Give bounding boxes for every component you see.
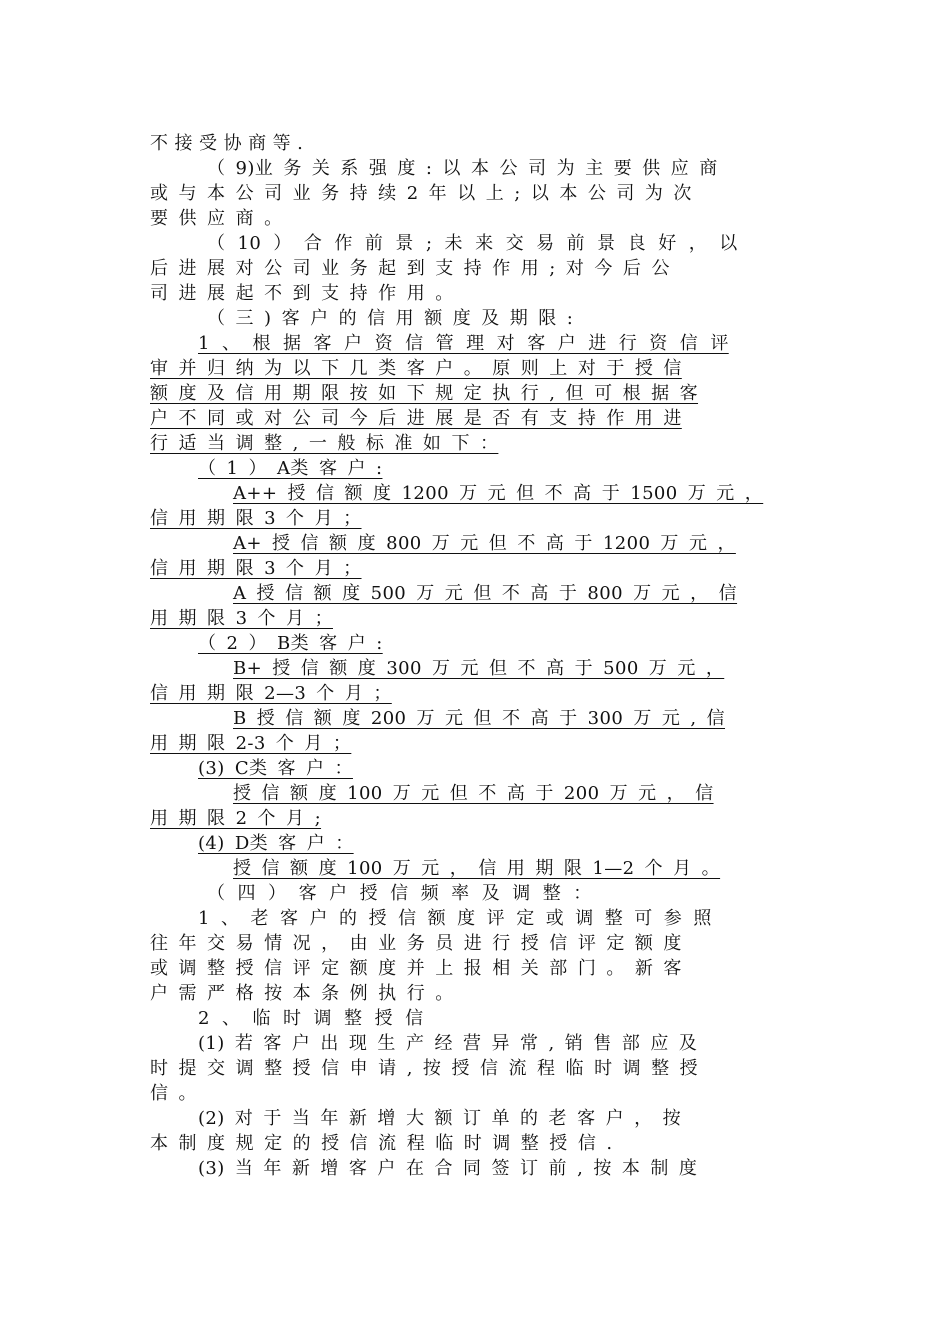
class-heading: (4) D类 客 户 ： [198, 833, 354, 854]
text-line: 用 期 限 3 个 月 ； [150, 608, 333, 629]
text-line: 往 年 交 易 情 况 ， 由 业 务 员 进 行 授 信 评 定 额 度 [150, 933, 682, 954]
text-line: 或 调 整 授 信 评 定 额 度 并 上 报 相 关 部 门 。 新 客 [150, 958, 682, 979]
text-line: (2) 对 于 当 年 新 增 大 额 订 单 的 老 客 户 ， 按 [198, 1108, 682, 1129]
text-line: 户 需 严 格 按 本 条 例 执 行 。 [150, 983, 454, 1004]
text-line: 不 接 受 协 商 等 . [150, 133, 304, 154]
text-line: 用 期 限 2-3 个 月 ； [150, 733, 352, 754]
text-line: （ 9)业 务 关 系 强 度 : 以 本 公 司 为 主 要 供 应 商 [207, 158, 718, 179]
text-line: 司 进 展 起 不 到 支 持 作 用 。 [150, 283, 454, 304]
class-heading: （ 2 ） B类 客 户 : [198, 633, 383, 654]
text-line: 审 并 归 纳 为 以 下 几 类 客 户 。 原 则 上 对 于 授 信 [150, 358, 682, 379]
text-line: A++ 授 信 额 度 1200 万 元 但 不 高 于 1500 万 元 ， [233, 483, 764, 504]
section-heading: （ 四 ） 客 户 授 信 频 率 及 调 整 ： [207, 883, 592, 904]
text-line: 信 用 期 限 3 个 月 ； [150, 558, 362, 579]
text-line: 授 信 额 度 100 万 元 ， 信 用 期 限 1—2 个 月 。 [233, 858, 721, 879]
text-line: A 授 信 额 度 500 万 元 但 不 高 于 800 万 元 ， 信 [233, 583, 738, 604]
text-line: (3) 当 年 新 增 客 户 在 合 同 签 订 前 , 按 本 制 度 [198, 1158, 698, 1179]
text-line: 2 、 临 时 调 整 授 信 [198, 1008, 424, 1029]
text-line: 用 期 限 2 个 月 ; [150, 808, 322, 829]
class-heading: （ 1 ） A类 客 户 : [198, 458, 383, 479]
text-line: 1 、 根 据 客 户 资 信 管 理 对 客 户 进 行 资 信 评 [198, 333, 729, 354]
text-line: 后 进 展 对 公 司 业 务 起 到 支 持 作 用 ; 对 今 后 公 [150, 258, 670, 279]
text-line: 信 。 [150, 1083, 197, 1104]
class-heading: (3) C类 客 户 ： [198, 758, 353, 779]
text-line: 或 与 本 公 司 业 务 持 续 2 年 以 上 ; 以 本 公 司 为 次 [150, 183, 692, 204]
text-line: B+ 授 信 额 度 300 万 元 但 不 高 于 500 万 元 ， [233, 658, 725, 679]
text-line: 行 适 当 调 整 , 一 般 标 准 如 下 ： [150, 433, 499, 454]
text-line: 信 用 期 限 3 个 月 ； [150, 508, 362, 529]
text-line: (1) 若 客 户 出 现 生 产 经 营 异 常 , 销 售 部 应 及 [198, 1033, 698, 1054]
text-line: 授 信 额 度 100 万 元 但 不 高 于 200 万 元 ， 信 [233, 783, 714, 804]
text-line: （ 10 ） 合 作 前 景 ; 未 来 交 易 前 景 良 好 ， 以 [207, 233, 738, 254]
text-line: 额 度 及 信 用 期 限 按 如 下 规 定 执 行 , 但 可 根 据 客 [150, 383, 699, 404]
text-line: 本 制 度 规 定 的 授 信 流 程 临 时 调 整 授 信 . [150, 1133, 613, 1154]
text-line: 户 不 同 或 对 公 司 今 后 进 展 是 否 有 支 持 作 用 进 [150, 408, 682, 429]
text-line: 要 供 应 商 。 [150, 208, 283, 229]
text-line: 信 用 期 限 2—3 个 月 ； [150, 683, 392, 704]
section-heading: （ 三 ) 客 户 的 信 用 额 度 及 期 限 : [207, 308, 574, 329]
text-line: B 授 信 额 度 200 万 元 但 不 高 于 300 万 元 , 信 [233, 708, 726, 729]
text-line: 1 、 老 客 户 的 授 信 额 度 评 定 或 调 整 可 参 照 [198, 908, 712, 929]
text-line: 时 提 交 调 整 授 信 申 请 , 按 授 信 流 程 临 时 调 整 授 [150, 1058, 699, 1079]
text-line: A+ 授 信 额 度 800 万 元 但 不 高 于 1200 万 元 ， [233, 533, 736, 554]
